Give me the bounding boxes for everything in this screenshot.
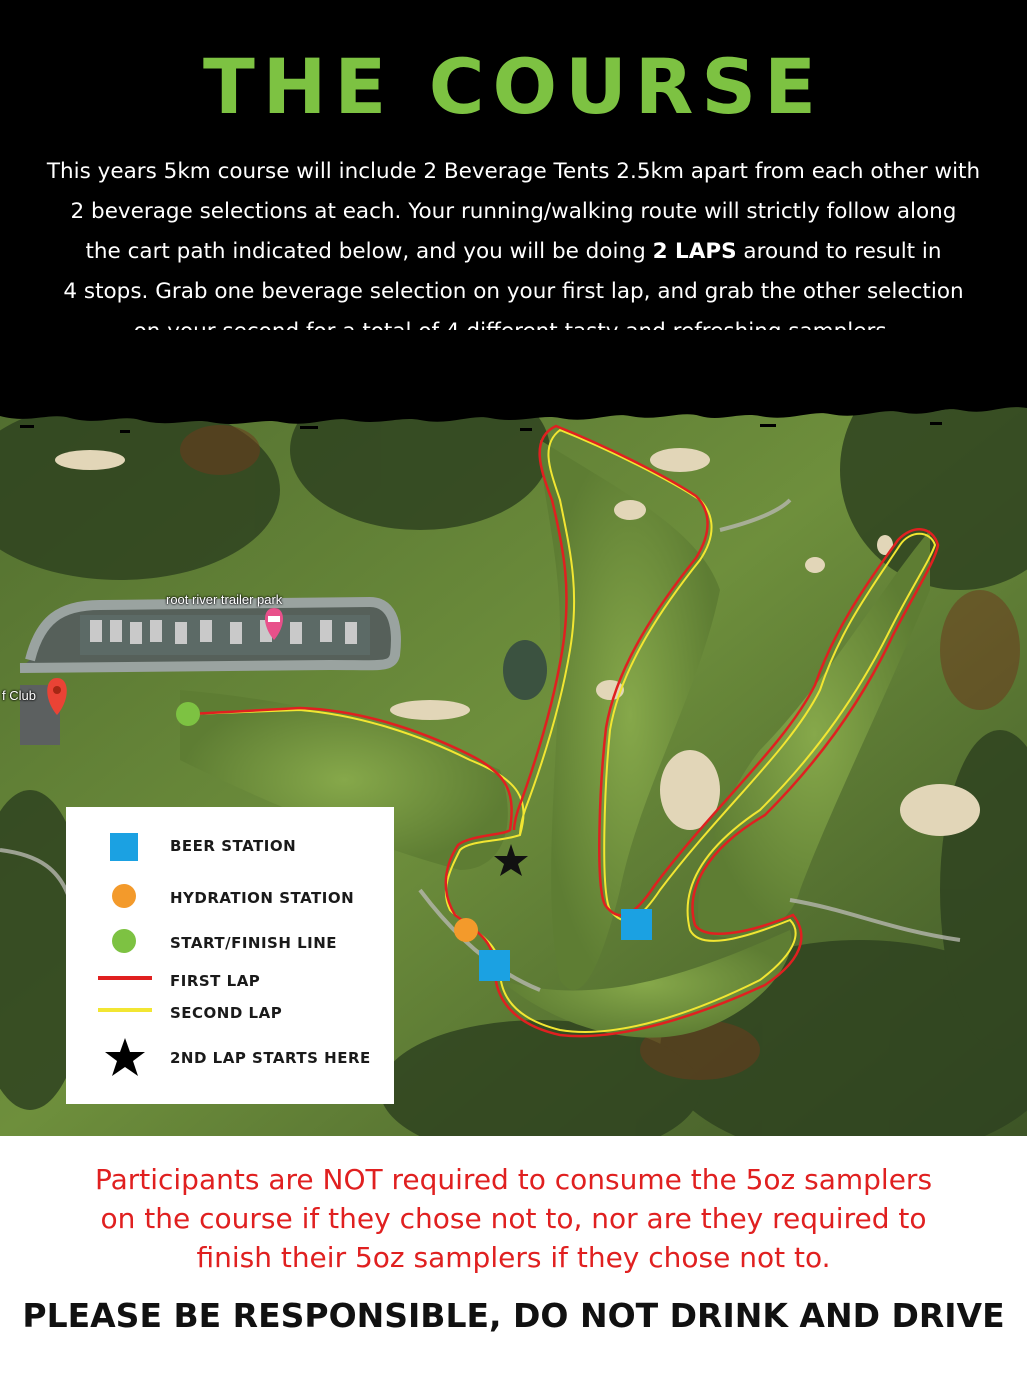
intro-line-part: around to result in [736,239,942,264]
legend-label: BEER STATION [170,837,297,855]
intro-line: This years 5km course will include 2 Beverage Tents 2.5km apart from each other with [46,159,981,184]
intro-line [30,232,997,272]
map-legend [66,807,394,1104]
pond [503,640,547,700]
drink-drive-warning: PLEASE BE RESPONSIBLE, DO NOT DRINK AND DRIVE [22,1296,1005,1335]
trailer-park-label: root river trailer park [166,592,283,607]
intro-line: 2 beverage selections at each. Your running/walking route will strictly follow along [70,199,957,224]
disclaimer-line: on the course if they chose not to, nor are they required to [100,1202,927,1235]
disclaimer-line: finish their 5oz samplers if they chose not to. [196,1241,831,1274]
start-finish-icon [112,929,136,953]
legend-item-second-lap [66,998,394,1028]
legend-label: 2ND LAP STARTS HERE [170,1049,371,1067]
intro-line-part: the cart path indicated below, and you will be doing [85,239,653,264]
beer-station-icon [110,833,138,861]
legend-label: FIRST LAP [170,972,261,990]
intro-text [30,152,997,352]
legend-item-beer-station [66,831,394,861]
legend-item-second-lap-start [66,1043,394,1073]
intro-line: 4 stops. Grab one beverage selection on your first lap, and grab the other selection [63,279,964,304]
legend-label: HYDRATION STATION [170,889,355,907]
first-lap-line-icon [98,976,152,980]
club-label: f Club [2,688,36,703]
legend-label: START/FINISH LINE [170,934,338,952]
second-lap-line-icon [98,1008,152,1012]
legend-item-hydration-station [66,883,394,913]
legend-item-start-finish [66,928,394,958]
torn-edge [0,330,1027,424]
disclaimer-text [40,1160,987,1277]
hydration-station-marker [454,918,478,942]
intro-bold-laps: 2 LAPS [652,239,737,264]
beer-station-marker [621,909,652,940]
page-title: THE COURSE [202,42,825,131]
start-finish-marker [176,702,200,726]
disclaimer-line: Participants are NOT required to consume the 5oz samplers [94,1163,933,1196]
legend-label: SECOND LAP [170,1004,283,1022]
beer-station-marker [479,950,510,981]
hydration-station-icon [112,884,136,908]
legend-item-first-lap [66,966,394,996]
star-icon [104,1037,146,1077]
